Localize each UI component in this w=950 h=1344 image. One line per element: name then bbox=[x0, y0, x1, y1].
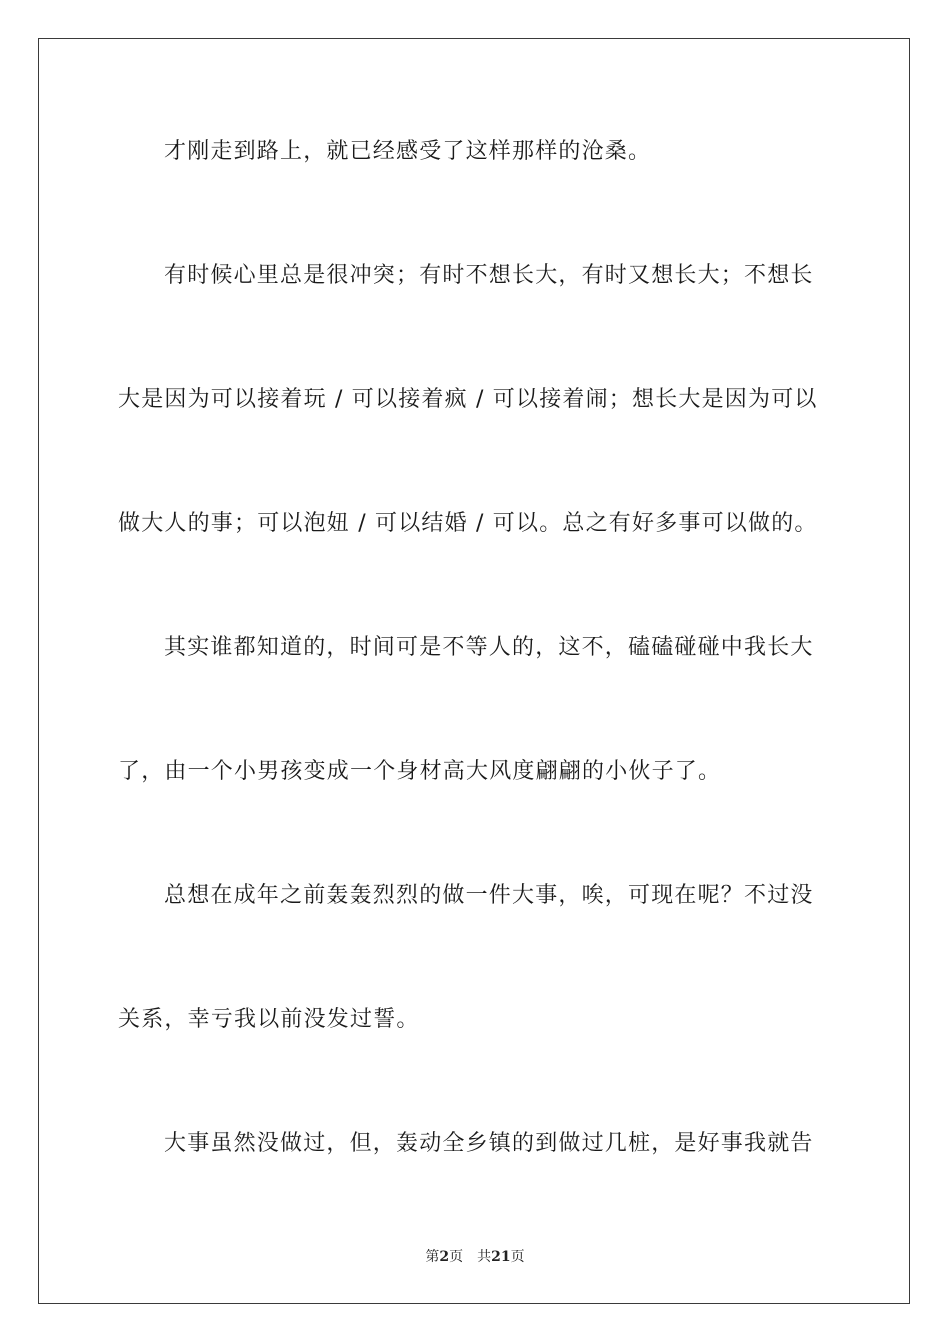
body-text-line: 关系，幸亏我以前没发过誓。 bbox=[118, 1007, 420, 1032]
body-text-line: 总想在成年之前轰轰烈烈的做一件大事，唉，可现在呢？不过没 bbox=[164, 883, 814, 908]
body-text-line: 做大人的事；可以泡妞 / 可以结婚 / 可以。总之有好多事可以做的。 bbox=[118, 511, 818, 536]
body-text-line: 才刚走到路上，就已经感受了这样那样的沧桑。 bbox=[164, 139, 652, 164]
body-text-line: 有时候心里总是很冲突；有时不想长大，有时又想长大；不想长 bbox=[164, 263, 814, 288]
body-text-line: 其实谁都知道的，时间可是不等人的，这不，磕磕碰碰中我长大 bbox=[164, 635, 814, 660]
page-label-prefix: 第 bbox=[425, 1249, 440, 1265]
page-border bbox=[38, 38, 910, 1304]
total-pages: 21 bbox=[491, 1249, 511, 1265]
body-text-line: 了，由一个小男孩变成一个身材高大风度翩翩的小伙子了。 bbox=[118, 759, 722, 784]
total-label-prefix: 共 bbox=[477, 1249, 492, 1265]
body-text-line: 大是因为可以接着玩 / 可以接着疯 / 可以接着闹；想长大是因为可以 bbox=[118, 387, 818, 412]
body-text-line: 大事虽然没做过，但，轰动全乡镇的到做过几桩，是好事我就告 bbox=[164, 1131, 814, 1156]
page-footer bbox=[0, 1246, 950, 1266]
page-label-suffix: 页 bbox=[449, 1249, 464, 1265]
page-number: 2 bbox=[439, 1249, 450, 1265]
total-label-suffix: 页 bbox=[510, 1249, 525, 1265]
